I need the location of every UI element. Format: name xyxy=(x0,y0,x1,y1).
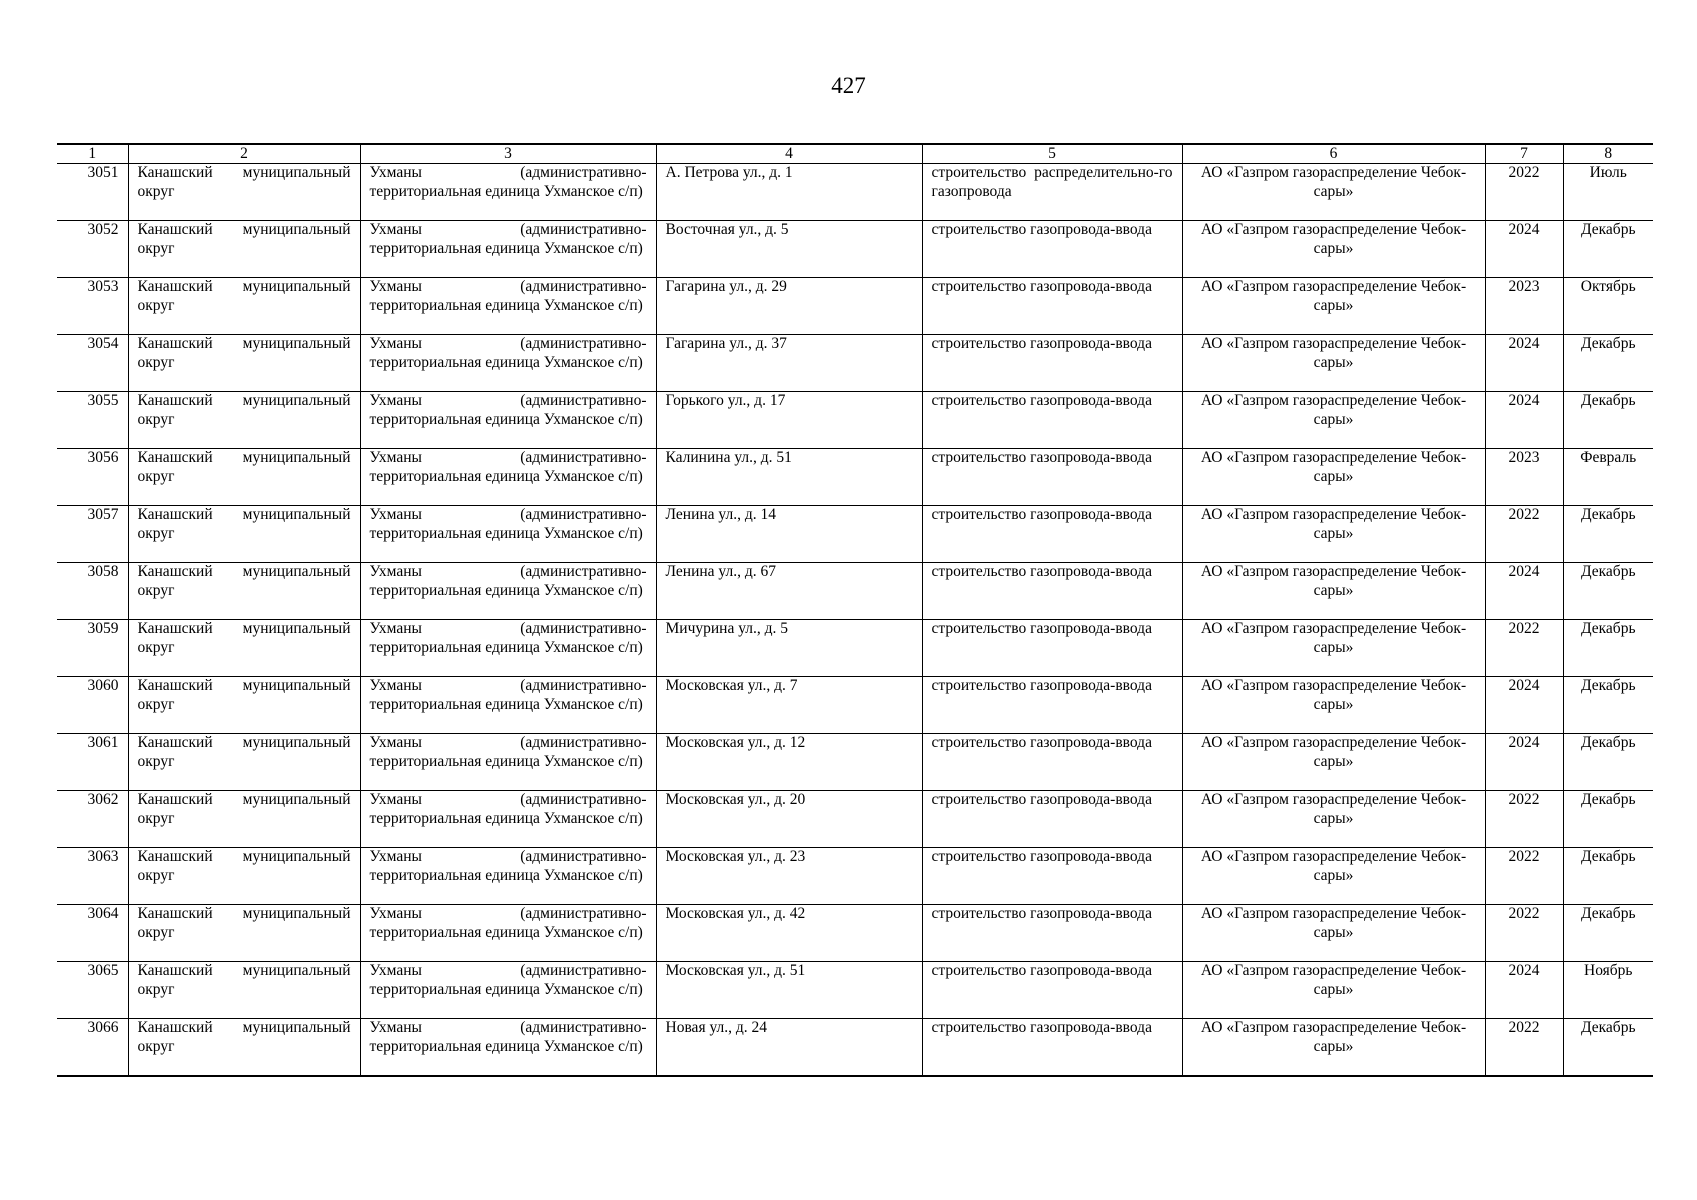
col-district-cell: Канашский муниципальный округ xyxy=(128,164,360,221)
col-district-cell: Канашский муниципальный округ xyxy=(128,278,360,335)
col-settlement-cell: Ухманы (административно-территориальная единица Ухманское с/п) xyxy=(360,506,656,563)
col-address-cell: Ленина ул., д. 67 xyxy=(656,563,922,620)
col-work-type-cell: строительство газопровода-ввода xyxy=(922,848,1182,905)
table-row xyxy=(57,506,1653,563)
col-number-cell: 3058 xyxy=(57,563,128,620)
col-work-type-cell: строительство газопровода-ввода xyxy=(922,791,1182,848)
col-district-cell: Канашский муниципальный округ xyxy=(128,506,360,563)
col-settlement-cell: Ухманы (административно-территориальная единица Ухманское с/п) xyxy=(360,620,656,677)
col-district-cell: Канашский муниципальный округ xyxy=(128,563,360,620)
col-district-cell: Канашский муниципальный округ xyxy=(128,620,360,677)
col-year-cell: 2022 xyxy=(1485,506,1563,563)
col-district-cell: Канашский муниципальный округ xyxy=(128,848,360,905)
col-work-type-cell: строительство газопровода-ввода xyxy=(922,563,1182,620)
col-settlement-cell: Ухманы (административно-территориальная единица Ухманское с/п) xyxy=(360,278,656,335)
col-month-cell: Февраль xyxy=(1563,449,1653,506)
col-settlement-cell: Ухманы (административно-территориальная единица Ухманское с/п) xyxy=(360,221,656,278)
col-work-type-cell: строительство газопровода-ввода xyxy=(922,221,1182,278)
col-number-cell: 3066 xyxy=(57,1019,128,1076)
table-row xyxy=(57,221,1653,278)
col-settlement-cell: Ухманы (административно-территориальная единица Ухманское с/п) xyxy=(360,905,656,962)
col-address-cell: Московская ул., д. 42 xyxy=(656,905,922,962)
col-settlement-cell: Ухманы (административно-территориальная единица Ухманское с/п) xyxy=(360,962,656,1019)
col-number-cell: 3059 xyxy=(57,620,128,677)
col-organization-cell: АО «Газпром газораспределение Чебок-сары» xyxy=(1182,563,1485,620)
table-row xyxy=(57,563,1653,620)
col-work-type-cell: строительство газопровода-ввода xyxy=(922,335,1182,392)
col-month-cell: Октябрь xyxy=(1563,278,1653,335)
col-month-cell: Декабрь xyxy=(1563,791,1653,848)
col-month-cell: Декабрь xyxy=(1563,1019,1653,1076)
table-row xyxy=(57,848,1653,905)
col-year-cell: 2024 xyxy=(1485,392,1563,449)
col-year-cell: 2022 xyxy=(1485,164,1563,221)
col-district-cell: Канашский муниципальный округ xyxy=(128,962,360,1019)
col-organization-cell: АО «Газпром газораспределение Чебок-сары» xyxy=(1182,791,1485,848)
col-district-cell: Канашский муниципальный округ xyxy=(128,791,360,848)
header-col-month: 8 xyxy=(1563,144,1653,164)
col-work-type-cell: строительство газопровода-ввода xyxy=(922,905,1182,962)
col-month-cell: Декабрь xyxy=(1563,905,1653,962)
table-body xyxy=(57,164,1653,1076)
col-district-cell: Канашский муниципальный округ xyxy=(128,392,360,449)
col-organization-cell: АО «Газпром газораспределение Чебок-сары» xyxy=(1182,221,1485,278)
col-month-cell: Декабрь xyxy=(1563,563,1653,620)
col-number-cell: 3051 xyxy=(57,164,128,221)
col-settlement-cell: Ухманы (административно-территориальная единица Ухманское с/п) xyxy=(360,848,656,905)
col-year-cell: 2023 xyxy=(1485,278,1563,335)
table-row xyxy=(57,791,1653,848)
table-row xyxy=(57,1019,1653,1076)
col-month-cell: Декабрь xyxy=(1563,335,1653,392)
col-settlement-cell: Ухманы (административно-территориальная единица Ухманское с/п) xyxy=(360,791,656,848)
col-organization-cell: АО «Газпром газораспределение Чебок-сары» xyxy=(1182,677,1485,734)
col-year-cell: 2022 xyxy=(1485,791,1563,848)
col-address-cell: Московская ул., д. 23 xyxy=(656,848,922,905)
col-settlement-cell: Ухманы (административно-территориальная единица Ухманское с/п) xyxy=(360,677,656,734)
col-year-cell: 2022 xyxy=(1485,1019,1563,1076)
header-col-address: 4 xyxy=(656,144,922,164)
header-row xyxy=(57,144,1653,164)
col-organization-cell: АО «Газпром газораспределение Чебок-сары» xyxy=(1182,734,1485,791)
table-row xyxy=(57,677,1653,734)
col-address-cell: Гагарина ул., д. 37 xyxy=(656,335,922,392)
col-work-type-cell: строительство газопровода-ввода xyxy=(922,506,1182,563)
table-row xyxy=(57,962,1653,1019)
col-year-cell: 2024 xyxy=(1485,335,1563,392)
col-address-cell: Московская ул., д. 12 xyxy=(656,734,922,791)
col-work-type-cell: строительство распределительно-го газопровода xyxy=(922,164,1182,221)
col-work-type-cell: строительство газопровода-ввода xyxy=(922,392,1182,449)
col-number-cell: 3061 xyxy=(57,734,128,791)
col-month-cell: Ноябрь xyxy=(1563,962,1653,1019)
col-settlement-cell: Ухманы (административно-территориальная единица Ухманское с/п) xyxy=(360,164,656,221)
col-district-cell: Канашский муниципальный округ xyxy=(128,677,360,734)
col-year-cell: 2022 xyxy=(1485,905,1563,962)
col-address-cell: Гагарина ул., д. 29 xyxy=(656,278,922,335)
col-work-type-cell: строительство газопровода-ввода xyxy=(922,449,1182,506)
col-number-cell: 3065 xyxy=(57,962,128,1019)
table-row xyxy=(57,905,1653,962)
col-number-cell: 3057 xyxy=(57,506,128,563)
col-organization-cell: АО «Газпром газораспределение Чебок-сары» xyxy=(1182,506,1485,563)
col-settlement-cell: Ухманы (административно-территориальная единица Ухманское с/п) xyxy=(360,449,656,506)
col-address-cell: Горького ул., д. 17 xyxy=(656,392,922,449)
col-address-cell: Ленина ул., д. 14 xyxy=(656,506,922,563)
col-year-cell: 2022 xyxy=(1485,848,1563,905)
col-settlement-cell: Ухманы (административно-территориальная единица Ухманское с/п) xyxy=(360,734,656,791)
col-address-cell: Калинина ул., д. 51 xyxy=(656,449,922,506)
col-number-cell: 3060 xyxy=(57,677,128,734)
header-col-work-type: 5 xyxy=(922,144,1182,164)
col-year-cell: 2023 xyxy=(1485,449,1563,506)
col-address-cell: Восточная ул., д. 5 xyxy=(656,221,922,278)
header-col-district: 2 xyxy=(128,144,360,164)
col-organization-cell: АО «Газпром газораспределение Чебок-сары» xyxy=(1182,620,1485,677)
col-year-cell: 2024 xyxy=(1485,962,1563,1019)
col-settlement-cell: Ухманы (административно-территориальная единица Ухманское с/п) xyxy=(360,1019,656,1076)
col-number-cell: 3064 xyxy=(57,905,128,962)
col-address-cell: Московская ул., д. 7 xyxy=(656,677,922,734)
col-work-type-cell: строительство газопровода-ввода xyxy=(922,677,1182,734)
table-row xyxy=(57,392,1653,449)
col-organization-cell: АО «Газпром газораспределение Чебок-сары» xyxy=(1182,1019,1485,1076)
page-number: 427 xyxy=(831,73,866,98)
col-month-cell: Декабрь xyxy=(1563,221,1653,278)
col-district-cell: Канашский муниципальный округ xyxy=(128,1019,360,1076)
col-organization-cell: АО «Газпром газораспределение Чебок-сары» xyxy=(1182,449,1485,506)
col-district-cell: Канашский муниципальный округ xyxy=(128,221,360,278)
col-address-cell: Московская ул., д. 51 xyxy=(656,962,922,1019)
data-table xyxy=(57,143,1653,1077)
col-organization-cell: АО «Газпром газораспределение Чебок-сары» xyxy=(1182,335,1485,392)
col-address-cell: А. Петрова ул., д. 1 xyxy=(656,164,922,221)
table-row xyxy=(57,620,1653,677)
col-organization-cell: АО «Газпром газораспределение Чебок-сары» xyxy=(1182,905,1485,962)
header-col-organization: 6 xyxy=(1182,144,1485,164)
col-address-cell: Московская ул., д. 20 xyxy=(656,791,922,848)
col-number-cell: 3054 xyxy=(57,335,128,392)
col-year-cell: 2024 xyxy=(1485,677,1563,734)
col-number-cell: 3062 xyxy=(57,791,128,848)
col-work-type-cell: строительство газопровода-ввода xyxy=(922,278,1182,335)
col-year-cell: 2024 xyxy=(1485,221,1563,278)
table-row xyxy=(57,278,1653,335)
col-district-cell: Канашский муниципальный округ xyxy=(128,905,360,962)
col-month-cell: Декабрь xyxy=(1563,734,1653,791)
col-district-cell: Канашский муниципальный округ xyxy=(128,449,360,506)
col-work-type-cell: строительство газопровода-ввода xyxy=(922,734,1182,791)
col-address-cell: Мичурина ул., д. 5 xyxy=(656,620,922,677)
col-organization-cell: АО «Газпром газораспределение Чебок-сары» xyxy=(1182,278,1485,335)
col-month-cell: Декабрь xyxy=(1563,677,1653,734)
col-address-cell: Новая ул., д. 24 xyxy=(656,1019,922,1076)
col-settlement-cell: Ухманы (административно-территориальная единица Ухманское с/п) xyxy=(360,335,656,392)
col-year-cell: 2022 xyxy=(1485,620,1563,677)
col-year-cell: 2024 xyxy=(1485,734,1563,791)
col-number-cell: 3055 xyxy=(57,392,128,449)
table-row xyxy=(57,449,1653,506)
col-month-cell: Декабрь xyxy=(1563,506,1653,563)
col-number-cell: 3053 xyxy=(57,278,128,335)
col-number-cell: 3063 xyxy=(57,848,128,905)
table-row xyxy=(57,734,1653,791)
col-month-cell: Декабрь xyxy=(1563,392,1653,449)
col-settlement-cell: Ухманы (административно-территориальная единица Ухманское с/п) xyxy=(360,392,656,449)
header-col-number: 1 xyxy=(57,144,128,164)
header-col-year: 7 xyxy=(1485,144,1563,164)
table-row xyxy=(57,335,1653,392)
col-month-cell: Июль xyxy=(1563,164,1653,221)
col-organization-cell: АО «Газпром газораспределение Чебок-сары» xyxy=(1182,848,1485,905)
col-organization-cell: АО «Газпром газораспределение Чебок-сары» xyxy=(1182,392,1485,449)
col-work-type-cell: строительство газопровода-ввода xyxy=(922,620,1182,677)
col-district-cell: Канашский муниципальный округ xyxy=(128,335,360,392)
col-work-type-cell: строительство газопровода-ввода xyxy=(922,962,1182,1019)
table-row xyxy=(57,164,1653,221)
col-number-cell: 3052 xyxy=(57,221,128,278)
col-district-cell: Канашский муниципальный округ xyxy=(128,734,360,791)
header-col-settlement: 3 xyxy=(360,144,656,164)
col-month-cell: Декабрь xyxy=(1563,848,1653,905)
col-number-cell: 3056 xyxy=(57,449,128,506)
col-organization-cell: АО «Газпром газораспределение Чебок-сары» xyxy=(1182,164,1485,221)
col-year-cell: 2024 xyxy=(1485,563,1563,620)
col-settlement-cell: Ухманы (административно-территориальная единица Ухманское с/п) xyxy=(360,563,656,620)
table-header xyxy=(57,144,1653,164)
col-organization-cell: АО «Газпром газораспределение Чебок-сары» xyxy=(1182,962,1485,1019)
col-work-type-cell: строительство газопровода-ввода xyxy=(922,1019,1182,1076)
col-month-cell: Декабрь xyxy=(1563,620,1653,677)
